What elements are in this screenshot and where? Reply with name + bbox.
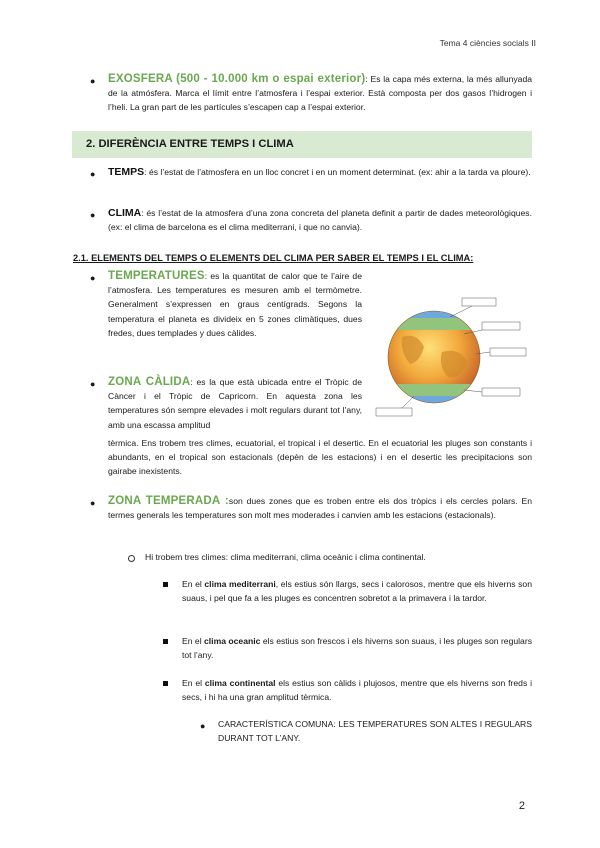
bullet-dot: ● bbox=[90, 76, 96, 86]
climes-intro: Hi trobem tres climes: clima mediterrani, clima oceànic i clima continental. bbox=[145, 552, 426, 562]
bullet-square bbox=[163, 681, 168, 686]
bullet-dot: ● bbox=[90, 498, 96, 508]
bullet-dot: ● bbox=[200, 721, 206, 731]
bullet-square bbox=[163, 639, 168, 644]
section-title: 2. DIFERÈNCIA ENTRE TEMPS I CLIMA bbox=[86, 138, 294, 150]
calida-text-full: tèrmica. Ens trobem tres climes, ecuatorial, el tropical i el desertic. En el ecuatorial les pluges son constants i abundants, en el tropical son estacionals (depèn de les estacions) i en el desertic les precipitacions son gairabe inexistents. bbox=[108, 438, 532, 477]
temps-term: TEMPS bbox=[108, 166, 145, 178]
clima-text: : és l’estat de la atmosfera d’una zona concreta del planeta definit a partir de dades meteorològiques. (ex: el clima de barcelona es el clima mediterrani, i que no canvia). bbox=[108, 208, 532, 233]
exosfera-term: EXOSFERA (500 - 10.000 km o espai exterior) bbox=[108, 73, 366, 85]
page-header: Tema 4 ciències socials II bbox=[439, 38, 536, 48]
temps-text: : és l’estat de l’atmosfera en un lloc concret i en un moment determinat. (ex: ahir a la tarda va ploure). bbox=[144, 167, 531, 177]
temps-item bbox=[108, 165, 532, 179]
bullet-dot: ● bbox=[90, 169, 96, 179]
bullet-dot: ● bbox=[90, 273, 96, 283]
temperatures-item bbox=[108, 269, 362, 340]
exosfera-text: : Es la capa més externa, la més allunyada de la atmósfera. Marca el límit entre l’atmosfera i l’espai exterior. Està composta per dos gasos l’hidrogen i l’heli. La gran part de les partícules s’escapen cap a l’espai exterior. bbox=[108, 74, 533, 113]
bullet-dot: ● bbox=[90, 210, 96, 220]
mediterrani-item: En el clima mediterrani, els estius són llargs, secs i calorosos, mentre que els hiverns son suaus, i pel que fa a les pluges es concentren sobretot a la primavera i la tardor. bbox=[182, 579, 532, 604]
temperada-term: ZONA TEMPERADA : bbox=[108, 495, 229, 507]
temperada-text: son dues zones que es troben entre els dos tròpics i els cercles polars. En termes generals les temperatures son molt mes moderades i canvien amb les estacions (estacionals). bbox=[108, 496, 532, 521]
bullet-circle bbox=[128, 555, 135, 562]
clima-item bbox=[108, 206, 532, 234]
globe-climate-zones-illustration bbox=[372, 292, 532, 422]
exosfera-item bbox=[108, 72, 532, 115]
calida-item bbox=[108, 375, 362, 432]
continental-item: En el clima continental els estius son càlids i plujosos, mentre que els hiverns son freds i secs, i hi ha una gran amplitud tèrmica. bbox=[182, 678, 532, 703]
temperatures-term: TEMPERATURES bbox=[108, 270, 205, 282]
oceanic-item: En el clima oceanic els estius son frescos i els hiverns son suaus, i les pluges son regulars tot l’any. bbox=[182, 636, 532, 661]
mediterrani-term: clima mediterrani bbox=[204, 579, 276, 589]
calida-text-wrap: : es la que està ubicada entre el Tròpic de Càncer i el Tròpic de Capricorn. En aquesta zona les temperatures són sempre elevades i molt regulars durant tot l’any, amb una escassa amplitud bbox=[108, 377, 362, 430]
oceanic-term: clima oceanic bbox=[204, 636, 261, 646]
calida-term: ZONA CÀLIDA bbox=[108, 376, 191, 388]
calida-continuation bbox=[108, 436, 532, 479]
bullet-square bbox=[163, 582, 168, 587]
temperatures-text: : es la quantitat de calor que te l’aire de l’atmosfera. Les temperatures es mesuren amb el termòmetre. Generalment s’expressen en graus centígrads. Segons la temperatura el planeta es divideix en 5 zones climàtiques, dues fredes, dues templades y dues càlides. bbox=[108, 271, 362, 338]
continental-term: clima continental bbox=[204, 678, 276, 688]
caracteristica-item: CARACTERÍSTICA COMUNA: LES TEMPERATURES SON ALTES I REGULARS DURANT TOT L’ANY. bbox=[218, 719, 532, 744]
temperada-item bbox=[108, 494, 532, 522]
section-heading bbox=[72, 131, 532, 158]
clima-term: CLIMA bbox=[108, 207, 142, 219]
subsection-title: 2.1. ELEMENTS DEL TEMPS O ELEMENTS DEL CLIMA PER SABER EL TEMPS I EL CLIMA: bbox=[73, 253, 474, 263]
page-number: 2 bbox=[518, 800, 525, 812]
bullet-dot: ● bbox=[90, 379, 96, 389]
